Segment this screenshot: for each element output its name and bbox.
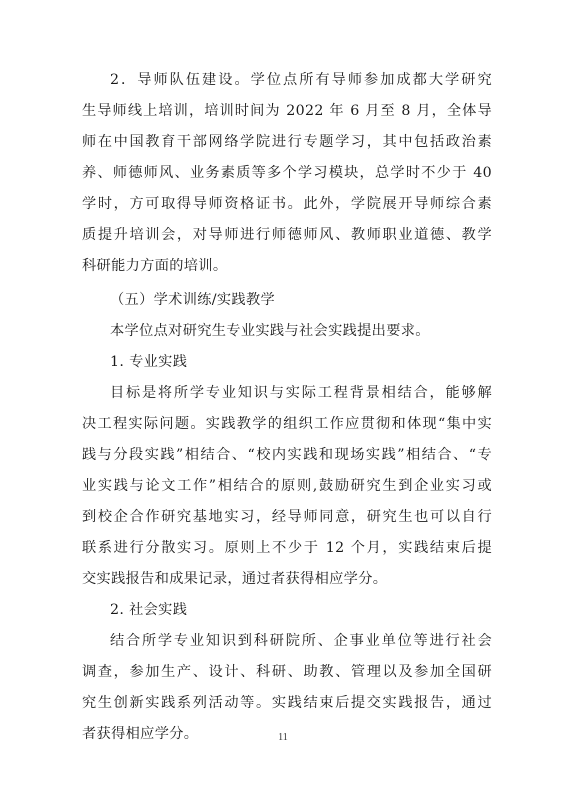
text-line: 联系进行分散实习。原则上不少于 12 个月，实践结束后提 <box>82 540 492 556</box>
text-line: 质提升培训会，对导师进行师德师风、教师职业道德、教学 <box>82 227 492 243</box>
text-line: 养、师德师风、业务素质等多个学习模块，总学时不少于 40 <box>82 165 492 181</box>
text-line: 2．导师队伍建设。学位点所有导师参加成都大学研究 <box>110 72 492 88</box>
text-line: 目标是将所学专业知识与实际工程背景相结合，能够解 <box>110 385 492 401</box>
text-line: 究生创新实践系列活动等。实践结束后提交实践报告，通过 <box>82 695 492 711</box>
text-line: 践与分段实践”相结合、“校内实践和现场实践”相结合、“专 <box>82 447 492 463</box>
text-line: 调查，参加生产、设计、科研、助教、管理以及参加全国研 <box>82 664 492 680</box>
paragraph-professional-practice <box>82 378 492 595</box>
section-heading: （五）学术训练/实践教学 <box>110 292 276 308</box>
text-line: 师在中国教育干部网络学院进行专题学习，其中包括政治素 <box>82 134 492 150</box>
text-line: 决工程实际问题。实践教学的组织工作应贯彻和体现“集中实 <box>82 416 492 432</box>
text-line: 者获得相应学分。 <box>82 726 199 742</box>
text-line: 结合所学专业知识到科研院所、企事业单位等进行社会 <box>110 633 492 649</box>
subheading-social-practice: 2. 社会实践 <box>110 602 188 618</box>
page-number: 11 <box>278 732 288 743</box>
text-line: 业实践与论文工作”相结合的原则,鼓励研究生到企业实习或 <box>82 478 492 494</box>
text-line: 交实践报告和成果记录，通过者获得相应学分。 <box>82 571 388 587</box>
subheading-professional-practice: 1. 专业实践 <box>110 354 188 370</box>
paragraph-supervisor-team <box>82 65 492 282</box>
text-line: 生导师线上培训，培训时间为 2022 年 6 月至 8 月，全体导 <box>82 103 492 119</box>
text-line: 学时，方可取得导师资格证书。此外，学院展开导师综合素 <box>82 196 492 212</box>
text-line: 科研能力方面的培训。 <box>82 258 228 274</box>
paragraph-intro: 本学位点对研究生专业实践与社会实践提出要求。 <box>110 323 430 339</box>
page-body <box>82 65 492 750</box>
text-line: 到校企合作研究基地实习，经导师同意，研究生也可以自行 <box>82 509 492 525</box>
